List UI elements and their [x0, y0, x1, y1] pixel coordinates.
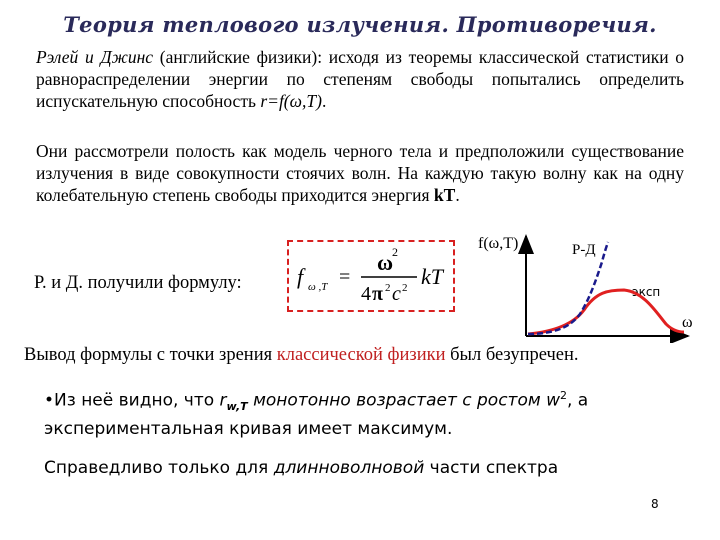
paragraph-derivation	[24, 345, 579, 366]
formula-denominator-exp1: 2	[385, 282, 391, 294]
paragraph-cavity-model	[36, 140, 684, 206]
y-axis-label: f(ω,T)	[478, 235, 519, 252]
paragraph-end: .	[455, 185, 460, 205]
paragraph-monotonic	[44, 384, 684, 441]
paragraph-rayleigh-jeans	[36, 46, 684, 112]
page-number: 8	[651, 497, 659, 511]
classical-physics-highlight: классической физики	[276, 345, 446, 365]
emissivity-formula: r=f(ω,T)	[260, 91, 322, 111]
paragraph-italic: монотонно возрастает с ростом	[247, 390, 547, 411]
paragraph-end: .	[321, 91, 327, 111]
formula-label: Р. и Д. получили формулу:	[34, 273, 242, 293]
formula-lhs-subscript: ω ,T	[308, 281, 328, 293]
rayleigh-jeans-curve	[528, 242, 608, 334]
paragraph-end: , а экспериментальная кривая имеет максимум.	[44, 390, 589, 440]
formula-numerator-exp: 2	[392, 245, 398, 259]
formula-rhs: kT	[421, 264, 443, 289]
formula-numerator: ω	[377, 250, 394, 275]
experimental-label: эксп	[632, 285, 661, 299]
formula-denominator-exp2: 2	[402, 282, 408, 294]
formula-denominator-c: c	[392, 283, 401, 305]
experimental-curve	[528, 290, 684, 334]
paragraph-end: был безупречен.	[445, 345, 579, 365]
paragraph-text: Вывод формулы с точки зрения	[24, 345, 277, 365]
paragraph-text: Из неё видно, что	[54, 390, 220, 411]
paragraph-end: части спектра	[424, 458, 559, 478]
authors-text: Рэлей и Джинс	[36, 47, 154, 67]
spectrum-graph	[460, 228, 700, 343]
paragraph-text: Справедливо только для	[44, 458, 274, 478]
formula-equals: =	[339, 266, 351, 288]
slide-title: Теория теплового излучения. Противоречия.	[63, 12, 657, 37]
variable-w-exp: 2	[559, 389, 567, 402]
variable-r: r	[219, 390, 227, 411]
paragraph-validity	[44, 458, 558, 478]
formula-denominator-pi: π	[372, 283, 383, 305]
paragraph-text: Они рассмотрели полость как модель черного тела и предположили существование излучения в виде совокупности стоячих волн. На каждую такую волну как на одну колебательную степень свободы приходится энергия	[36, 141, 684, 205]
formula-denominator-coef: 4	[361, 283, 371, 305]
variable-w: w	[546, 390, 560, 411]
bullet: •	[44, 390, 55, 411]
x-axis-label: ω	[682, 314, 693, 331]
energy-kt: kT	[433, 185, 456, 205]
rayleigh-jeans-formula	[289, 242, 453, 310]
rayleigh-jeans-label: Р-Д	[572, 242, 596, 258]
paragraph-text: (английские физики): исходя из теоремы классической статистики о равнораспределении энергии по степеням свободы попытались определить испускательную способность	[36, 47, 685, 111]
long-wave-italic: длинноволновой	[273, 458, 425, 478]
formula-lhs: f	[297, 264, 304, 289]
variable-r-subscript: w,T	[226, 400, 248, 414]
